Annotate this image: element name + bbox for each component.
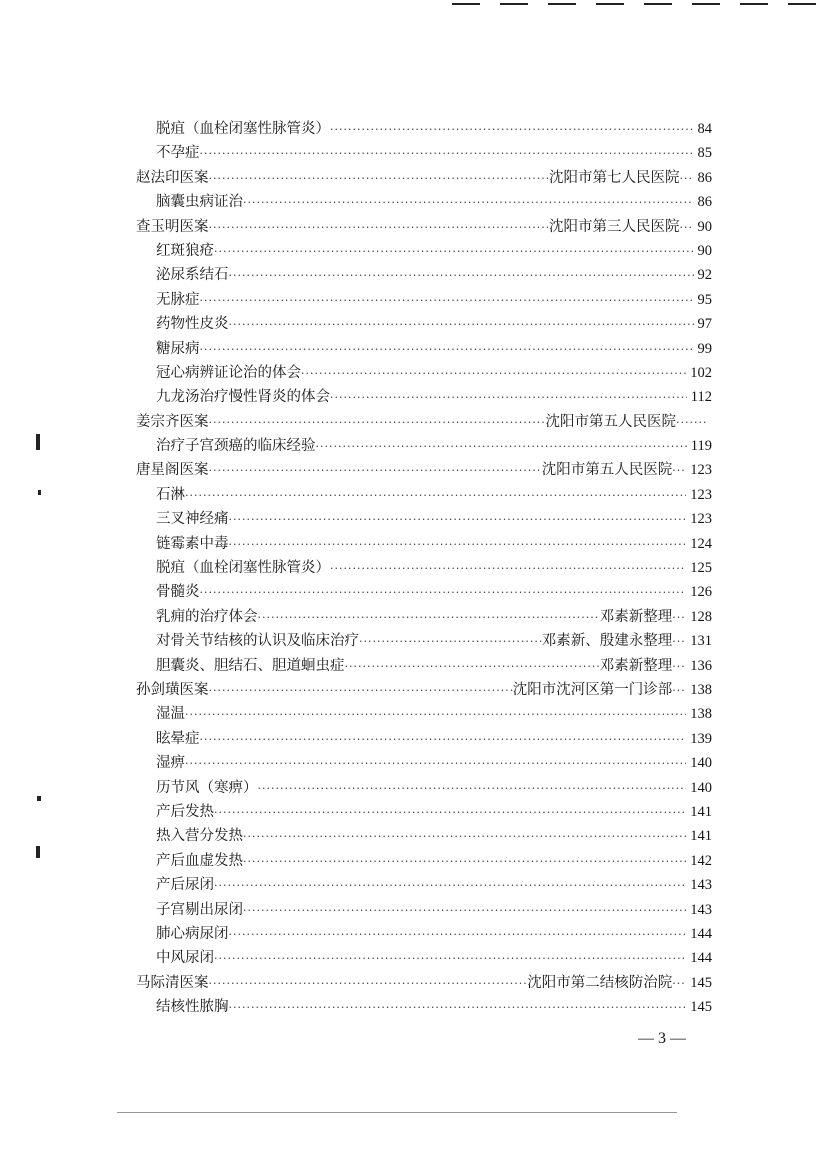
toc-entry xyxy=(0,556,840,580)
entry-title: 脱疽（血栓闭塞性脉管炎） xyxy=(156,560,330,577)
toc-entry xyxy=(0,629,840,653)
entry-page-number: 123 xyxy=(690,486,712,503)
entry-page-number: 141 xyxy=(690,803,712,820)
entry-page-number: 138 xyxy=(690,706,712,723)
leader-dots xyxy=(672,655,686,679)
entry-title: 肺心病尿闭 xyxy=(156,925,229,942)
entry-page-number: 86 xyxy=(697,194,712,211)
toc-entry xyxy=(0,434,840,458)
leader-dots xyxy=(229,508,687,532)
entry-affiliation: 邓素新、殷建永整理 xyxy=(541,633,673,650)
entry-page-number: 102 xyxy=(690,364,712,381)
entry-title: 骨髓炎 xyxy=(156,584,200,601)
entry-title: 红斑狼疮 xyxy=(156,242,214,259)
entry-title: 热入营分发热 xyxy=(156,828,243,845)
toc-entry xyxy=(0,898,840,922)
toc-entry xyxy=(0,337,840,361)
entry-title: 泌尿系结石 xyxy=(156,267,229,284)
entry-affiliation: 邓素新整理 xyxy=(599,657,673,674)
entry-page-number: 90 xyxy=(697,218,712,235)
entry-affiliation: 沈阳市第三人民医院 xyxy=(549,218,680,235)
entry-title: 孙剑璜医案 xyxy=(136,681,209,698)
entry-page-number: 138 xyxy=(690,681,712,698)
top-rule-dash xyxy=(548,3,576,5)
leader-dots xyxy=(359,630,542,654)
entry-affiliation: 沈阳市沈河区第一门诊部 xyxy=(512,681,673,698)
entry-page-number: 144 xyxy=(690,950,712,967)
leader-dots xyxy=(672,972,686,996)
leader-dots xyxy=(680,216,694,240)
leader-dots xyxy=(243,850,686,874)
toc-entry xyxy=(0,922,840,946)
toc-entry xyxy=(0,702,840,726)
top-rule-dash xyxy=(596,3,624,5)
entry-page-number: 131 xyxy=(690,633,712,650)
entry-title: 不孕症 xyxy=(156,145,200,162)
entry-page-number: 124 xyxy=(690,535,712,552)
leader-dots xyxy=(209,216,550,240)
leader-dots xyxy=(209,679,513,703)
leader-dots xyxy=(209,411,546,435)
leader-dots xyxy=(676,411,708,435)
toc-entry xyxy=(0,410,840,434)
leader-dots xyxy=(214,801,686,825)
toc-entry xyxy=(0,507,840,531)
leader-dots xyxy=(672,459,686,483)
leader-dots xyxy=(214,240,694,264)
entry-affiliation: 邓素新整理 xyxy=(599,608,673,625)
entry-title: 石淋 xyxy=(156,486,185,503)
toc-entry xyxy=(0,654,840,678)
toc-entry xyxy=(0,312,840,336)
leader-dots xyxy=(229,313,694,337)
entry-page-number: 86 xyxy=(697,169,712,186)
entry-title: 唐星阁医案 xyxy=(136,462,209,479)
entry-title: 查玉明医案 xyxy=(136,218,209,235)
entry-title: 姜宗齐医案 xyxy=(136,413,209,430)
leader-dots xyxy=(330,118,694,142)
toc-entry xyxy=(0,215,840,239)
entry-page-number: 141 xyxy=(690,828,712,845)
entry-title: 马际清医案 xyxy=(136,974,209,991)
leader-dots xyxy=(316,435,687,459)
entry-page-number: 128 xyxy=(690,608,712,625)
leader-dots xyxy=(672,679,686,703)
entry-title: 湿温 xyxy=(156,706,185,723)
leader-dots xyxy=(229,996,687,1020)
leader-dots xyxy=(229,923,687,947)
entry-page-number: 145 xyxy=(690,999,712,1016)
toc-entry xyxy=(0,873,840,897)
entry-page-number: 85 xyxy=(697,145,712,162)
entry-affiliation: 沈阳市第五人民医院 xyxy=(545,413,676,430)
leader-dots xyxy=(200,728,687,752)
leader-dots xyxy=(672,630,686,654)
toc-entry xyxy=(0,727,840,751)
entry-title: 历节风（寒痹） xyxy=(156,779,258,796)
toc-entry xyxy=(0,458,840,482)
entry-page-number: 99 xyxy=(697,340,712,357)
page-number: — 3 — xyxy=(638,1030,686,1047)
entry-title: 糖尿病 xyxy=(156,340,200,357)
entry-title: 乳痈的治疗体会 xyxy=(156,608,258,625)
entry-title: 产后血虚发热 xyxy=(156,852,243,869)
leader-dots xyxy=(229,533,687,557)
top-rule-dash xyxy=(452,3,480,5)
leader-dots xyxy=(200,289,694,313)
entry-affiliation: 沈阳市第二结核防治院 xyxy=(527,974,673,991)
leader-dots xyxy=(330,557,686,581)
leader-dots xyxy=(258,606,600,630)
entry-title: 子宫剔出尿闭 xyxy=(156,901,243,918)
entry-title: 脑囊虫病证治 xyxy=(156,194,243,211)
toc-entry xyxy=(0,678,840,702)
leader-dots xyxy=(243,191,694,215)
leader-dots xyxy=(301,362,686,386)
entry-title: 九龙汤治疗慢性肾炎的体会 xyxy=(156,389,330,406)
entry-page-number: 126 xyxy=(690,584,712,601)
entry-affiliation: 沈阳市第七人民医院 xyxy=(549,169,680,186)
toc-entry xyxy=(0,946,840,970)
top-rule-dash xyxy=(644,3,672,5)
entry-page-number: 125 xyxy=(690,560,712,577)
leader-dots xyxy=(214,874,686,898)
leader-dots xyxy=(209,167,550,191)
leader-dots xyxy=(214,947,686,971)
entry-page-number: 84 xyxy=(697,121,712,137)
entry-page-number: 139 xyxy=(690,730,712,747)
entry-page-number: 123 xyxy=(690,462,712,479)
toc-entry xyxy=(0,824,840,848)
entry-page-number: 90 xyxy=(697,242,712,259)
leader-dots xyxy=(200,581,687,605)
entry-page-number: 143 xyxy=(690,877,712,894)
table-of-contents xyxy=(0,117,840,1019)
entry-page-number: 145 xyxy=(690,974,712,991)
entry-page-number: 144 xyxy=(690,925,712,942)
toc-entry xyxy=(0,385,840,409)
leader-dots xyxy=(185,752,686,776)
leader-dots xyxy=(185,484,686,508)
entry-title: 治疗子宫颈癌的临床经验 xyxy=(156,438,316,455)
toc-entry xyxy=(0,995,840,1019)
entry-title: 无脉症 xyxy=(156,291,200,308)
top-rule-dash xyxy=(692,3,720,5)
toc-entry xyxy=(0,239,840,263)
leader-dots xyxy=(209,972,528,996)
leader-dots xyxy=(345,655,600,679)
entry-title: 药物性皮炎 xyxy=(156,316,229,333)
toc-entry xyxy=(0,263,840,287)
entry-page-number: 95 xyxy=(697,291,712,308)
toc-entry xyxy=(0,483,840,507)
entry-page-number: 112 xyxy=(690,389,712,406)
toc-entry xyxy=(0,532,840,556)
entry-title: 链霉素中毒 xyxy=(156,535,229,552)
entry-title: 脱疽（血栓闭塞性脉管炎） xyxy=(156,121,330,137)
entry-title: 三叉神经痛 xyxy=(156,511,229,528)
leader-dots xyxy=(330,386,687,410)
top-rule-dash xyxy=(740,3,768,5)
toc-entry xyxy=(0,580,840,604)
entry-title: 赵法印医案 xyxy=(136,169,209,186)
leader-dots xyxy=(258,777,687,801)
toc-entry xyxy=(0,288,840,312)
toc-entry xyxy=(0,849,840,873)
top-rule-dash xyxy=(788,3,816,5)
leader-dots xyxy=(229,264,694,288)
entry-page-number: 92 xyxy=(697,267,712,284)
leader-dots xyxy=(200,142,694,166)
leader-dots xyxy=(680,167,694,191)
entry-page-number: 136 xyxy=(690,657,712,674)
entry-page-number: 140 xyxy=(690,779,712,796)
entry-title: 结核性脓胸 xyxy=(156,999,229,1016)
leader-dots xyxy=(243,899,686,923)
entry-affiliation: 沈阳市第五人民医院 xyxy=(541,462,673,479)
entry-title: 对骨关节结核的认识及临床治疗 xyxy=(156,633,359,650)
toc-entry xyxy=(0,971,840,995)
leader-dots xyxy=(200,338,694,362)
leader-dots xyxy=(672,606,686,630)
toc-entry xyxy=(0,166,840,190)
leader-dots xyxy=(185,703,686,727)
toc-entry xyxy=(0,776,840,800)
entry-page-number: 140 xyxy=(690,755,712,772)
leader-dots xyxy=(209,459,542,483)
leader-dots xyxy=(243,825,686,849)
entry-title: 产后尿闭 xyxy=(156,877,214,894)
toc-entry xyxy=(0,190,840,214)
entry-title: 产后发热 xyxy=(156,803,214,820)
bottom-rule xyxy=(117,1112,677,1113)
toc-entry xyxy=(0,141,840,165)
entry-title: 胆囊炎、胆结石、胆道蛔虫症 xyxy=(156,657,345,674)
toc-entry xyxy=(0,751,840,775)
entry-title: 眩晕症 xyxy=(156,730,200,747)
entry-page-number: 97 xyxy=(697,316,712,333)
entry-title: 冠心病辨证论治的体会 xyxy=(156,364,301,381)
entry-page-number: 142 xyxy=(690,852,712,869)
entry-page-number: 123 xyxy=(690,511,712,528)
entry-title: 湿痹 xyxy=(156,755,185,772)
top-rule-dash xyxy=(500,3,528,5)
toc-entry xyxy=(0,605,840,629)
toc-entry xyxy=(0,117,840,141)
entry-title: 中风尿闭 xyxy=(156,950,214,967)
entry-page-number: 119 xyxy=(690,438,712,455)
entry-page-number: 143 xyxy=(690,901,712,918)
toc-entry xyxy=(0,361,840,385)
toc-entry xyxy=(0,800,840,824)
